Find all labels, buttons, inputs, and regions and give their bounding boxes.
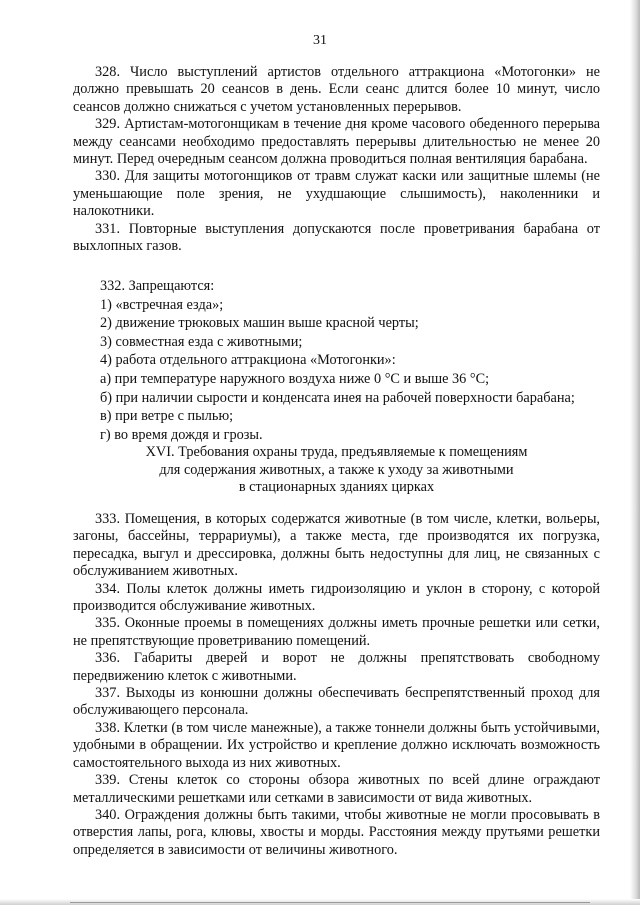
paragraph-330: 330. Для защиты мотогонщиков от травм служат каски или защитные шлемы (не уменьшающие поле зрения, не ухудшающие слышимость), наколенники и налокотники. (73, 168, 600, 220)
paragraphs-333-340 (73, 511, 600, 859)
prohibitions-list (100, 277, 600, 444)
paragraph-331: 331. Повторные выступления допускаются после проветривания барабана от выхлопных газов. (73, 220, 600, 255)
scan-bottom-line (70, 902, 590, 903)
heading-line: в стационарных зданиях цирках (238, 479, 435, 496)
section-heading (73, 444, 600, 497)
paragraph-333: 333. Помещения, в которых содержатся животные (в том числе, клетки, вольеры, загоны, бассейны, террариумы), а также места, где производятся их погрузка, пересадка, выгул и дрессировка, должны быть недоступны для лиц, не связанных с обслуживанием животных. (73, 511, 600, 580)
paragraph-337: 337. Выходы из конюшни должны обеспечивать беспрепятственный проход для обслуживающего персонала. (73, 685, 600, 719)
paragraph-336: 336. Габариты дверей и ворот не должны препятствовать свободному передвижению клеток с животными. (73, 650, 600, 684)
list-item: а) при температуре наружного воздуха ниже 0 °С и выше 36 °С; (100, 370, 490, 387)
heading-line: XVI. Требования охраны труда, предъявляемые к помещениям (145, 444, 528, 460)
scan-edge-shadow (630, 0, 640, 905)
paragraph-329: 329. Артистам-мотогонщикам в течение дня кроме часового обеденного перерыва между сеансами необходимо предоставлять перерывы длительностью не менее 20 минут. Перед очередным сеансом должна проводиться полная вентиляция барабана. (73, 116, 600, 168)
paragraphs-328-331 (73, 64, 600, 255)
heading-line: для содержания животных, а также к уходу за животными (159, 461, 514, 478)
list-heading-332: 332. Запрещаются: (100, 278, 215, 294)
paragraph-334: 334. Полы клеток должны иметь гидроизоляцию и уклон в сторону, с которой производится обслуживание животных. (73, 580, 600, 615)
list-item: г) во время дождя и грозы. (100, 426, 263, 443)
paragraph-340: 340. Ограждения должны быть такими, чтобы животные не могли просовывать в отверстия лапы, рога, клювы, хвосты и морды. Расстояния между прутьями решетки определяется в зависимости от величины животного. (73, 806, 600, 858)
paragraph-338: 338. Клетки (в том числе манежные), а также тоннели должны быть устойчивыми, удобными в обращении. Их устройство и крепление должно исключать возможность самостоятельного выхода из них животных. (73, 719, 600, 771)
paragraph-335: 335. Оконные проемы в помещениях должны иметь прочные решетки или сетки, не препятствующие проветриванию помещений. (73, 615, 600, 649)
list-item: б) при наличии сырости и конденсата инея на рабочей поверхности барабана; (100, 389, 575, 406)
list-item: в) при ветре с пылью; (100, 408, 234, 425)
list-item: 1) «встречная езда»; (100, 296, 224, 313)
page-number: 31 (313, 33, 327, 48)
list-item: 3) совместная езда с животными; (100, 333, 303, 350)
list-item: 2) движение трюковых машин выше красной черты; (100, 315, 419, 332)
paragraph-328: 328. Число выступлений артистов отдельного аттракциона «Мотогонки» не должно превышать 20 сеансов в день. Если сеанс длится более 10 минут, число сеансов должно снижаться с учетом установленных перерывов. (73, 64, 600, 115)
list-item: 4) работа отдельного аттракциона «Мотогонки»: (100, 352, 396, 369)
paragraph-339: 339. Стены клеток со стороны обзора животных по всей длине ограждают металлическими решетками или сетками в зависимости от вида животных. (73, 772, 600, 806)
